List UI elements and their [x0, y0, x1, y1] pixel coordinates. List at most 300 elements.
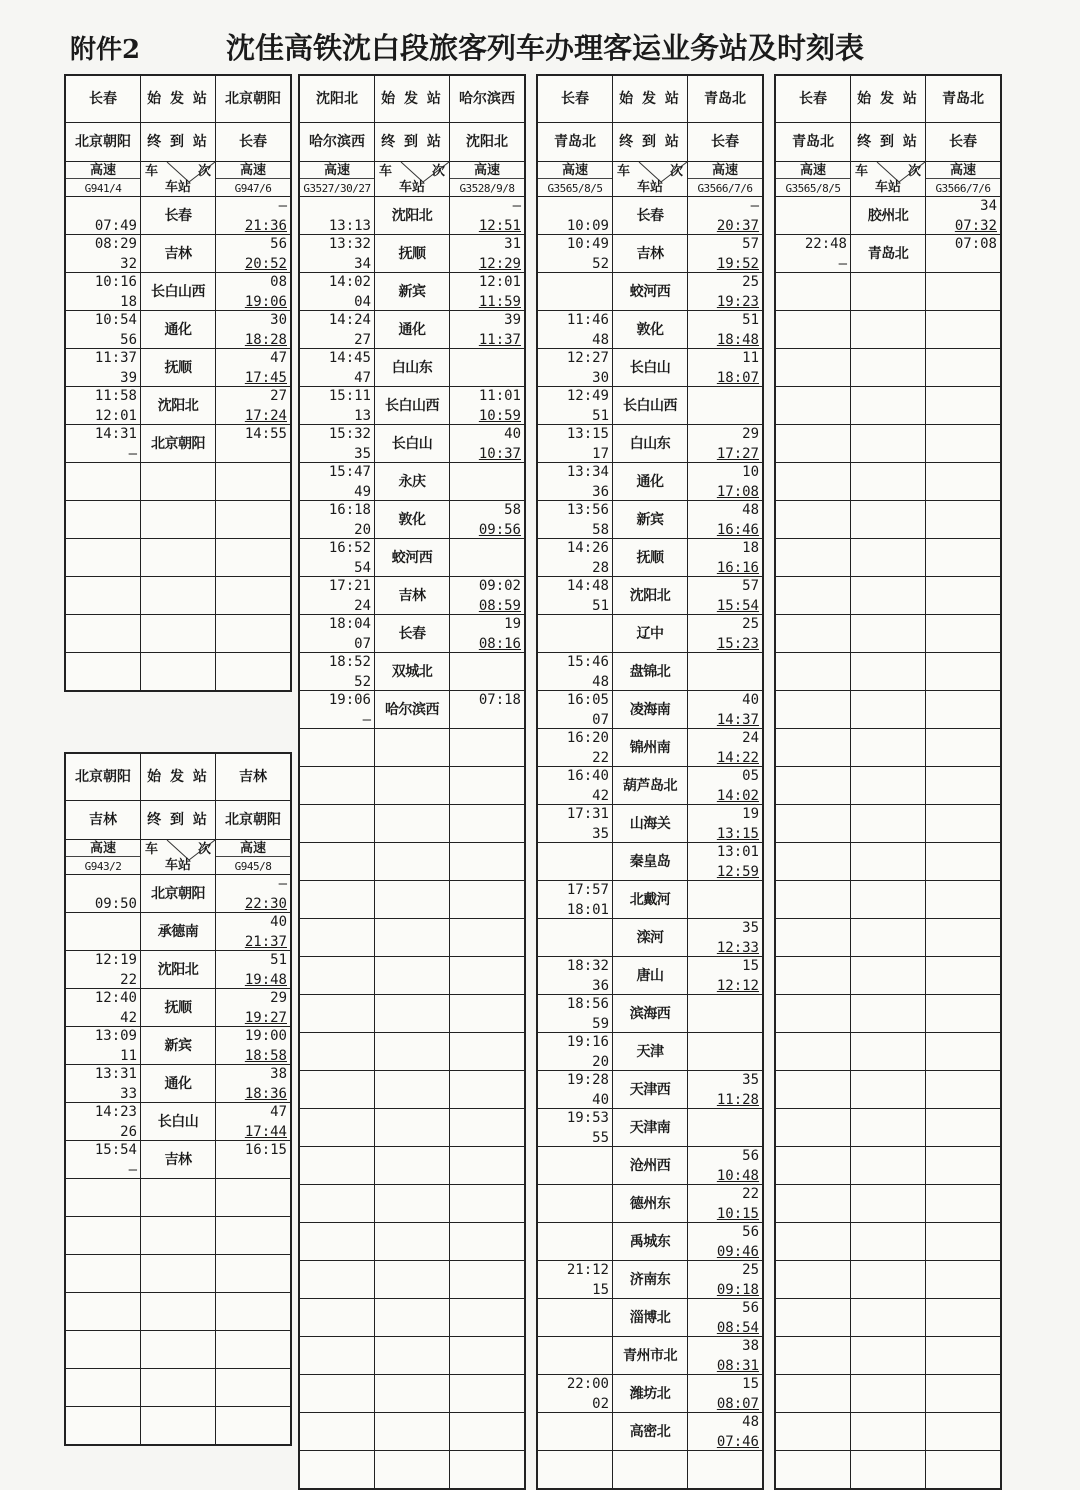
depart-time: 15: [592, 1282, 609, 1298]
arrive-time: 08:29: [94, 236, 137, 252]
right-train-time: [450, 615, 524, 652]
depart-time: —: [838, 256, 847, 272]
arrive-time: 25: [742, 616, 759, 632]
right-train-time: [926, 767, 1000, 804]
station-name: [141, 463, 215, 500]
left-train-time: [66, 387, 140, 424]
left-train-time: [538, 197, 612, 234]
depart-time: 35: [354, 446, 371, 462]
station-name: 青州市北: [613, 1337, 687, 1374]
right-train-time: [926, 349, 1000, 386]
left-train-time: [538, 843, 612, 880]
depart-time: 12:29: [478, 256, 521, 272]
depart-time: 19:27: [244, 1010, 287, 1026]
right-train-time: [926, 1413, 1000, 1450]
arrive-time: 18:56: [566, 996, 609, 1012]
right-train-time: [450, 539, 524, 576]
depart-time: 18:01: [566, 902, 609, 918]
right-train-time: [450, 1223, 524, 1260]
arrive-time: 35: [742, 920, 759, 936]
right-train-time: [450, 1033, 524, 1070]
station-name: 葫芦岛北: [613, 767, 687, 804]
left-train-origin: 长春: [776, 76, 850, 122]
title-text: 沈佳高铁沈白段旅客列车办理客运业务站及时刻表: [226, 31, 865, 65]
station-name: [375, 1413, 449, 1450]
left-train-time: [300, 957, 374, 994]
right-train-time: [450, 843, 524, 880]
station-name: [375, 767, 449, 804]
station-name: 沧州西: [613, 1147, 687, 1184]
train-station-header: [851, 162, 925, 196]
right-train-time: [688, 653, 762, 690]
depart-time: 02: [592, 1396, 609, 1412]
arrive-time: 17:57: [566, 882, 609, 898]
depart-time: 09:46: [716, 1244, 759, 1260]
left-train-time: [300, 577, 374, 614]
left-train-time: [300, 1413, 374, 1450]
station-name: 白山东: [375, 349, 449, 386]
left-train-time: [538, 1223, 612, 1260]
arrive-time: 13:09: [94, 1028, 137, 1044]
right-train-time: [216, 425, 290, 462]
station-name: 通化: [375, 311, 449, 348]
left-train-time: [538, 235, 612, 272]
arrive-time: 05: [742, 768, 759, 784]
station-name: [851, 1223, 925, 1260]
arrive-time: 07:08: [954, 236, 997, 252]
timetable: [64, 752, 292, 1446]
left-train-time: [66, 349, 140, 386]
station-name: 长白山: [375, 425, 449, 462]
left-train-time: [776, 957, 850, 994]
left-train-time: [776, 1299, 850, 1336]
arrive-time: 57: [742, 578, 759, 594]
station-name: [141, 615, 215, 652]
right-train-time: [926, 615, 1000, 652]
left-train-time: [538, 615, 612, 652]
right-train-time: [688, 463, 762, 500]
depart-time: 07: [354, 636, 371, 652]
depart-time: —: [362, 712, 371, 728]
right-train-time: [216, 463, 290, 500]
left-train-time: [300, 425, 374, 462]
left-train-time: [66, 1065, 140, 1102]
station-name: 抚顺: [375, 235, 449, 272]
left-train-time: [538, 653, 612, 690]
left-train-time: [776, 1071, 850, 1108]
left-train-time: [66, 951, 140, 988]
right-train-time: [688, 1071, 762, 1108]
station-name: [851, 653, 925, 690]
depart-time: 07:46: [716, 1434, 759, 1450]
left-train-time: [538, 1109, 612, 1146]
arrive-time: 19:00: [244, 1028, 287, 1044]
station-name: 承德南: [141, 913, 215, 950]
right-train-time: [216, 913, 290, 950]
arrive-time: —: [512, 198, 521, 214]
depart-time: 54: [354, 560, 371, 576]
depart-time: 24: [354, 598, 371, 614]
station-name: [851, 615, 925, 652]
arrive-time: 31: [504, 236, 521, 252]
left-train-time: [538, 881, 612, 918]
left-train-time: [538, 273, 612, 310]
left-train-time: [776, 805, 850, 842]
depart-time: 49: [354, 484, 371, 500]
number-label: 次: [907, 164, 921, 179]
left-train-time: [776, 1033, 850, 1070]
left-train-code: [538, 162, 612, 196]
station-name: [851, 1071, 925, 1108]
origin-label: 始 发 站: [141, 76, 215, 122]
arrive-time: 11:37: [94, 350, 137, 366]
right-train-time: [688, 235, 762, 272]
page-title: [70, 26, 1050, 70]
number-label: 次: [431, 164, 445, 179]
left-train-time: [66, 311, 140, 348]
right-train-time: [926, 1299, 1000, 1336]
train-type: 高速: [926, 164, 1000, 179]
left-train-time: [776, 1261, 850, 1298]
left-train-time: [776, 881, 850, 918]
train-label: 车: [145, 164, 159, 179]
train-number: G947/6: [234, 182, 272, 195]
arrive-time: 13:34: [566, 464, 609, 480]
arrive-time: —: [278, 876, 287, 892]
train-type: 高速: [66, 842, 140, 857]
right-train-time: [926, 919, 1000, 956]
station-name: 北京朝阳: [141, 425, 215, 462]
right-train-time: [216, 1407, 290, 1444]
arrive-time: 12:01: [478, 274, 521, 290]
attachment-label: 附件2: [70, 35, 141, 65]
right-train-origin: 哈尔滨西: [450, 76, 524, 122]
left-train-time: [776, 349, 850, 386]
station-name: 滨海西: [613, 995, 687, 1032]
depart-time: 19:48: [244, 972, 287, 988]
arrive-time: 40: [270, 914, 287, 930]
right-train-time: [688, 691, 762, 728]
left-train-time: [776, 1109, 850, 1146]
train-number: G3528/9/8: [459, 182, 515, 195]
arrive-time: 14:02: [328, 274, 371, 290]
terminal-label: 终 到 站: [851, 123, 925, 161]
station-name: 吉林: [141, 235, 215, 272]
right-train-time: [450, 577, 524, 614]
station-name: 长白山西: [375, 387, 449, 424]
depart-time: 22: [120, 972, 137, 988]
depart-time: 51: [592, 598, 609, 614]
arrive-time: 11:46: [566, 312, 609, 328]
arrive-time: 27: [270, 388, 287, 404]
arrive-time: 12:49: [566, 388, 609, 404]
left-train-time: [66, 1027, 140, 1064]
right-train-time: [450, 235, 524, 272]
right-train-code: [926, 162, 1000, 196]
train-type: 高速: [776, 164, 850, 179]
right-train-terminal: 长春: [926, 123, 1000, 161]
left-train-time: [66, 653, 140, 690]
right-train-time: [926, 539, 1000, 576]
station-name: 抚顺: [141, 989, 215, 1026]
arrive-time: 13:01: [716, 844, 759, 860]
arrive-time: 15:46: [566, 654, 609, 670]
left-train-time: [776, 1185, 850, 1222]
station-name: 蛟河西: [613, 273, 687, 310]
right-train-time: [688, 805, 762, 842]
station-name: 山海关: [613, 805, 687, 842]
left-train-time: [300, 767, 374, 804]
station-name: [375, 1375, 449, 1412]
depart-time: 13:15: [716, 826, 759, 842]
left-train-time: [538, 729, 612, 766]
right-train-time: [688, 1451, 762, 1488]
station-name: 北戴河: [613, 881, 687, 918]
right-train-origin: 青岛北: [926, 76, 1000, 122]
left-train-time: [538, 577, 612, 614]
station-name: 北京朝阳: [141, 875, 215, 912]
arrive-time: 10:49: [566, 236, 609, 252]
arrive-time: 17:31: [566, 806, 609, 822]
depart-time: 17:27: [716, 446, 759, 462]
station-name: [851, 577, 925, 614]
left-train-time: [300, 1071, 374, 1108]
right-train-time: [450, 957, 524, 994]
right-train-time: [450, 349, 524, 386]
station-name: [375, 1337, 449, 1374]
left-train-time: [66, 235, 140, 272]
arrive-time: 18:32: [566, 958, 609, 974]
arrive-time: 38: [270, 1066, 287, 1082]
left-train-time: [776, 691, 850, 728]
right-train-time: [450, 1413, 524, 1450]
terminal-label: 终 到 站: [375, 123, 449, 161]
station-label: 车站: [398, 180, 425, 195]
station-name: 抚顺: [613, 539, 687, 576]
right-train-time: [688, 615, 762, 652]
station-name: [851, 957, 925, 994]
depart-time: 55: [592, 1130, 609, 1146]
left-train-time: [300, 1109, 374, 1146]
station-name: [141, 1293, 215, 1330]
right-train-code: [688, 162, 762, 196]
depart-time: 21:36: [244, 218, 287, 234]
station-name: [141, 653, 215, 690]
depart-time: 19:23: [716, 294, 759, 310]
origin-label: 始 发 站: [375, 76, 449, 122]
left-train-time: [300, 539, 374, 576]
depart-time: 30: [592, 370, 609, 386]
right-train-time: [688, 501, 762, 538]
right-train-time: [216, 235, 290, 272]
arrive-time: 25: [742, 1262, 759, 1278]
station-name: [851, 843, 925, 880]
arrive-time: 18:52: [328, 654, 371, 670]
right-train-time: [216, 1293, 290, 1330]
arrive-time: 19:16: [566, 1034, 609, 1050]
right-train-time: [216, 951, 290, 988]
station-name: 沈阳北: [141, 387, 215, 424]
depart-time: 17:08: [716, 484, 759, 500]
arrive-time: 15:11: [328, 388, 371, 404]
depart-time: 07: [592, 712, 609, 728]
arrive-time: 08: [270, 274, 287, 290]
left-train-time: [538, 349, 612, 386]
left-train-time: [300, 691, 374, 728]
arrive-time: 48: [742, 502, 759, 518]
terminal-label: 终 到 站: [141, 801, 215, 839]
right-train-time: [688, 1033, 762, 1070]
left-train-time: [538, 1299, 612, 1336]
station-name: [851, 463, 925, 500]
depart-time: 17:44: [244, 1124, 287, 1140]
left-train-time: [538, 767, 612, 804]
right-train-time: [926, 729, 1000, 766]
arrive-time: 14:31: [94, 426, 137, 442]
left-train-time: [66, 577, 140, 614]
left-train-time: [300, 387, 374, 424]
right-train-time: [216, 1141, 290, 1178]
right-train-time: [450, 691, 524, 728]
right-train-time: [450, 1109, 524, 1146]
station-name: [375, 919, 449, 956]
station-label: 车站: [874, 180, 901, 195]
train-station-header: [141, 840, 215, 874]
right-train-time: [926, 1375, 1000, 1412]
left-train-time: [776, 463, 850, 500]
right-train-terminal: 长春: [216, 123, 290, 161]
depart-time: 36: [592, 978, 609, 994]
right-train-time: [450, 919, 524, 956]
depart-time: 09:50: [94, 896, 137, 912]
left-train-time: [66, 615, 140, 652]
right-train-time: [450, 729, 524, 766]
arrive-time: 18:04: [328, 616, 371, 632]
right-train-time: [688, 273, 762, 310]
depart-time: 22:30: [244, 896, 287, 912]
arrive-time: 10:16: [94, 274, 137, 290]
left-train-time: [66, 875, 140, 912]
right-train-time: [688, 1109, 762, 1146]
left-train-terminal: 哈尔滨西: [300, 123, 374, 161]
station-name: 长白山: [141, 1103, 215, 1140]
left-train-time: [776, 919, 850, 956]
arrive-time: 11: [742, 350, 759, 366]
right-train-time: [216, 615, 290, 652]
depart-time: 26: [120, 1124, 137, 1140]
right-train-time: [688, 957, 762, 994]
depart-time: 52: [592, 256, 609, 272]
terminal-label: 终 到 站: [141, 123, 215, 161]
left-train-time: [300, 1147, 374, 1184]
right-train-time: [688, 843, 762, 880]
arrive-time: 16:18: [328, 502, 371, 518]
station-name: 哈尔滨西: [375, 691, 449, 728]
depart-time: 22: [592, 750, 609, 766]
station-name: 锦州南: [613, 729, 687, 766]
depart-time: 35: [592, 826, 609, 842]
right-train-time: [450, 387, 524, 424]
train-type: 高速: [300, 164, 374, 179]
station-name: 天津西: [613, 1071, 687, 1108]
station-name: 胶州北: [851, 197, 925, 234]
depart-time: 12:33: [716, 940, 759, 956]
train-number: G945/8: [234, 860, 272, 873]
depart-time: 48: [592, 332, 609, 348]
left-train-code: [66, 162, 140, 196]
left-train-time: [538, 501, 612, 538]
depart-time: 12:01: [94, 408, 137, 424]
right-train-code: [450, 162, 524, 196]
arrive-time: 09:02: [478, 578, 521, 594]
timetable: [298, 74, 526, 1490]
right-train-time: [926, 1337, 1000, 1374]
station-name: 双城北: [375, 653, 449, 690]
left-train-time: [538, 957, 612, 994]
timetable: [536, 74, 764, 1490]
station-name: [851, 1261, 925, 1298]
train-number: G3566/7/6: [935, 182, 991, 195]
arrive-time: 51: [742, 312, 759, 328]
right-train-time: [450, 1261, 524, 1298]
station-name: 长春: [141, 197, 215, 234]
station-name: 蛟河西: [375, 539, 449, 576]
station-label: 车站: [164, 180, 191, 195]
right-train-time: [688, 1375, 762, 1412]
terminal-label: 终 到 站: [613, 123, 687, 161]
depart-time: 18:58: [244, 1048, 287, 1064]
right-train-time: [450, 197, 524, 234]
station-name: [141, 1331, 215, 1368]
depart-time: 56: [120, 332, 137, 348]
right-train-time: [216, 1255, 290, 1292]
right-train-time: [450, 1375, 524, 1412]
station-name: 吉林: [375, 577, 449, 614]
arrive-time: 15: [742, 958, 759, 974]
station-name: [375, 1185, 449, 1222]
left-train-time: [538, 1185, 612, 1222]
left-train-time: [776, 843, 850, 880]
arrive-time: —: [750, 198, 759, 214]
depart-time: 20:37: [716, 218, 759, 234]
left-train-time: [776, 995, 850, 1032]
train-type: 高速: [216, 842, 290, 857]
arrive-time: 29: [742, 426, 759, 442]
right-train-time: [926, 881, 1000, 918]
arrive-time: 15: [742, 1376, 759, 1392]
left-train-time: [300, 311, 374, 348]
right-train-time: [450, 1299, 524, 1336]
right-train-time: [216, 539, 290, 576]
train-number: G3566/7/6: [697, 182, 753, 195]
right-train-time: [450, 1147, 524, 1184]
right-train-time: [926, 653, 1000, 690]
right-train-time: [926, 235, 1000, 272]
left-train-time: [538, 805, 612, 842]
right-train-code: [216, 162, 290, 196]
station-name: 唐山: [613, 957, 687, 994]
train-label: 车: [617, 164, 631, 179]
train-label: 车: [855, 164, 869, 179]
station-name: 沈阳北: [613, 577, 687, 614]
timetable: [64, 74, 292, 692]
depart-time: 16:16: [716, 560, 759, 576]
left-train-time: [66, 425, 140, 462]
arrive-time: 13:31: [94, 1066, 137, 1082]
left-train-time: [538, 1375, 612, 1412]
right-train-origin: 青岛北: [688, 76, 762, 122]
depart-time: 17:24: [244, 408, 287, 424]
